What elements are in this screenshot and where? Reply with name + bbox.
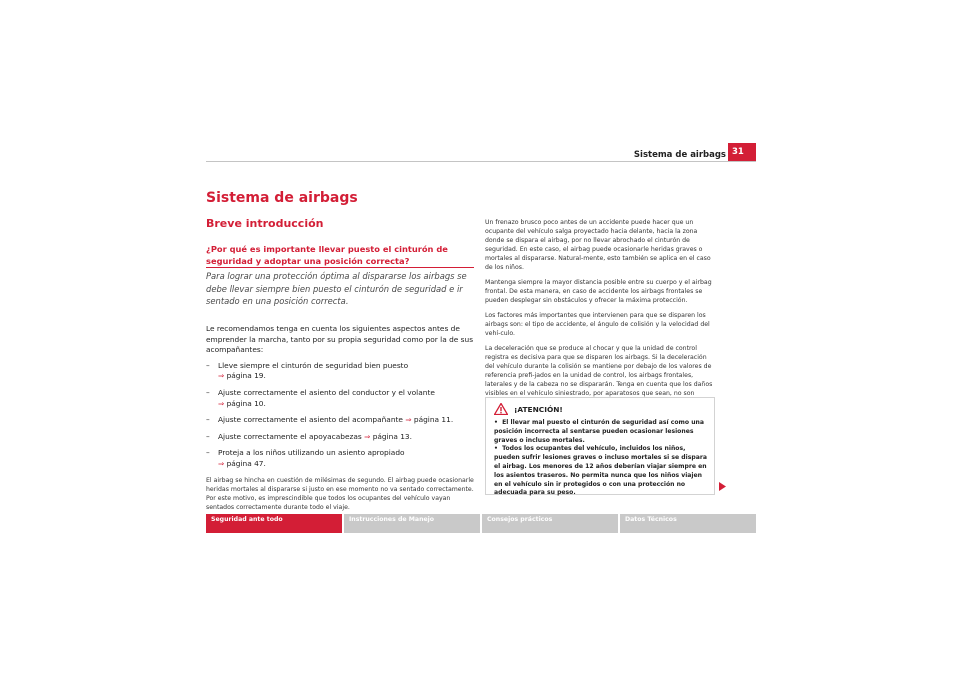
tab-datos-tecnicos[interactable]: Datos Técnicos — [620, 514, 756, 533]
lead-paragraph — [206, 270, 476, 308]
arrow-icon: ⇒ — [218, 458, 225, 468]
arrow-icon: ⇒ — [364, 431, 371, 441]
header-rule — [206, 161, 756, 162]
left-column — [206, 324, 476, 517]
page-reference-link[interactable]: página 19. — [226, 371, 266, 381]
list-item — [206, 448, 476, 469]
page-number: 31 — [728, 143, 756, 161]
list-item-text: Ajuste correctamente el asiento del acompañante — [218, 415, 403, 425]
tab-instrucciones-de-manejo[interactable]: Instrucciones de Manejo — [344, 514, 480, 533]
right-column — [485, 218, 715, 413]
note-paragraph: El airbag se hincha en cuestión de milésimas de segundo. El airbag puede ocasionarle heridas mortales al dispararse si justo en ese momento no va sentado correctamente. Por este motivo, es imprescindible que todos los ocupantes del vehículo vayan sentados correctamente durante todo el viaje. — [206, 476, 474, 511]
page-reference-link[interactable]: página 11. — [413, 415, 454, 425]
warning-bullet-text: Todos los ocupantes del vehículo, incluidos los niños, pueden sufrir lesiones graves o incluso mortales si se dispara el airbag. Los menores de 12 años deberían viajar siempre en los asientos traseros. No permita nunca que los niños viajen en el vehículo sin ir protegidos o con una protección no adecuada para su peso. — [494, 445, 707, 497]
arrow-icon: ⇒ — [218, 398, 225, 408]
section-title: Breve introducción — [206, 217, 324, 230]
warning-body — [494, 419, 708, 498]
list-item-text: Lleve siempre el cinturón de seguridad bien puesto — [218, 360, 409, 370]
warning-header — [494, 403, 563, 415]
warning-bullet-text: El llevar mal puesto el cinturón de seguridad así como una posición incorrecta al sentarse pueden ocasionar lesiones graves o incluso mortales. — [494, 419, 704, 444]
warning-triangle-icon — [494, 403, 508, 415]
page-reference-link[interactable]: página 10. — [226, 398, 266, 408]
lead-text: Para lograr una protección óptima al dispararse los airbags se debe llevar siempre bien puesto el cinturón de seguridad e ir sentado en una posición correcta. — [206, 271, 467, 306]
question-rule — [206, 267, 474, 268]
question-heading: ¿Por qué es importante llevar puesto el cinturón de seguridad y adoptar una posición correcta? — [206, 244, 448, 266]
list-dash: – — [206, 431, 210, 441]
page-reference-link[interactable]: página 13. — [372, 431, 412, 441]
tab-seguridad-ante-todo[interactable]: Seguridad ante todo — [206, 514, 342, 533]
warning-title: ¡ATENCIÓN! — [514, 404, 563, 414]
continue-arrow-icon — [719, 482, 726, 491]
list-item-text: Ajuste correctamente el apoyacabezas — [218, 431, 362, 441]
tab-consejos-practicos[interactable]: Consejos prácticos — [482, 514, 618, 533]
page-reference-link[interactable]: página 47. — [226, 458, 266, 468]
list-dash: – — [206, 387, 210, 397]
list-dash: – — [206, 415, 210, 425]
list-item — [206, 415, 476, 426]
body-paragraph: Los factores más importantes que intervienen para que se disparen los airbags son: el tipo de accidente, el ángulo de colisión y la velocidad del vehí-culo. — [485, 312, 710, 337]
list-item-text: Ajuste correctamente el asiento del conductor y el volante — [218, 387, 435, 397]
intro-paragraph: Le recomendamos tenga en cuenta los siguientes aspectos antes de emprender la marcha, tanto por su propia seguridad como por la de sus acompañantes: — [206, 324, 474, 355]
arrow-icon: ⇒ — [218, 371, 225, 381]
running-header-title: Sistema de airbags — [633, 150, 726, 160]
warning-bullet: • El llevar mal puesto el cinturón de seguridad así como una posición incorrecta al sentarse pueden ocasionar lesiones graves o incluso mortales. — [494, 419, 704, 444]
warning-bullet: • Todos los ocupantes del vehículo, incluidos los niños, pueden sufrir lesiones graves o incluso mortales si se dispara el airbag. Los menores de 12 años deberían viajar siempre en los asientos traseros. No permita nunca que los niños viajen en el vehículo sin ir protegidos o con una protección no adecuada para su peso. — [494, 445, 707, 497]
body-paragraph: La deceleración que se produce al chocar y que la unidad de control registra es decisiva para que se disparen los airbags. Si la deceleración del vehículo durante la colisión se mantiene por debajo de los valores de referencia prefi-jados en la unidad de control, los airbags frontales, laterales y de la cabeza no se dispararán. Tenga en cuenta que los daños visibles en el vehículo siniestrado, por aparatosos que sean, no son — [485, 345, 713, 397]
warning-box — [485, 397, 715, 495]
list-item-text: Proteja a los niños utilizando un asiento apropiado — [218, 448, 405, 458]
list-dash: – — [206, 448, 210, 458]
list-item — [206, 432, 476, 443]
list-item — [206, 388, 476, 409]
chapter-title: Sistema de airbags — [206, 190, 358, 206]
arrow-icon: ⇒ — [405, 415, 412, 425]
list-item — [206, 361, 476, 382]
body-paragraph: Mantenga siempre la mayor distancia posible entre su cuerpo y el airbag frontal. De esta manera, en caso de accidente los airbags frontales se pueden desplegar sin obstáculos y ofrecer la máxima protección. — [485, 279, 712, 304]
body-paragraph: Un frenazo brusco poco antes de un accidente puede hacer que un ocupante del vehículo salga proyectado hacia delante, hacia la zona donde se dispara el airbag, por no llevar abrochado el cinturón de seguridad. En este caso, el airbag puede ocasionarle heridas graves o mortales al dispararse. Natural-mente, esto también se aplica en el caso de los niños. — [485, 219, 711, 271]
list-dash: – — [206, 360, 210, 370]
